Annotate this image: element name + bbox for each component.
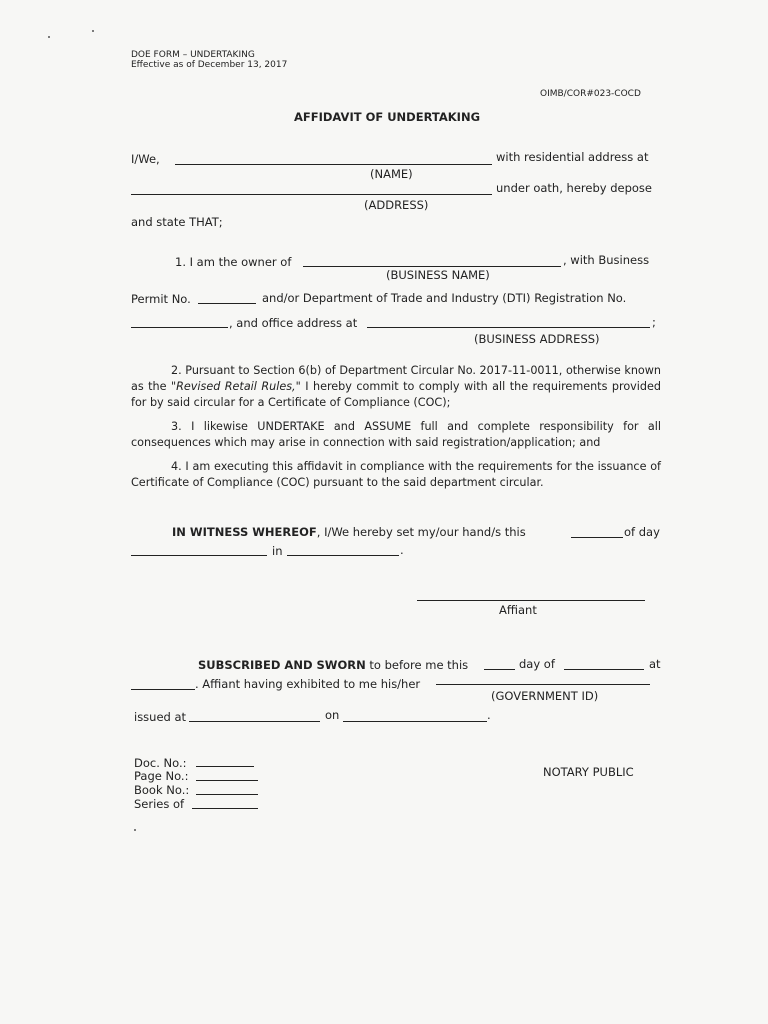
address-blank[interactable]	[131, 194, 492, 195]
paragraph-4	[131, 459, 661, 491]
series-of-blank[interactable]	[192, 808, 258, 809]
scan-speck	[92, 30, 94, 32]
book-no-blank[interactable]	[196, 794, 258, 795]
government-id-caption: (GOVERNMENT ID)	[491, 689, 599, 703]
to-before-text: to before me this	[369, 658, 469, 672]
residential-address-text: with residential address at	[496, 150, 649, 164]
business-name-caption: (BUSINESS NAME)	[386, 268, 490, 282]
witness-period: .	[400, 543, 404, 557]
semicolon: ;	[652, 315, 656, 329]
sworn-place-blank[interactable]	[131, 689, 195, 690]
of-day-text: of day	[624, 525, 660, 539]
notary-public-label: NOTARY PUBLIC	[543, 765, 634, 779]
business-name-blank[interactable]	[303, 266, 561, 267]
name-caption: (NAME)	[370, 167, 413, 181]
dti-no-blank[interactable]	[131, 327, 228, 328]
owner-text: 1. I am the owner of	[175, 255, 292, 269]
paragraph-2-text-b: I hereby commit to comply with all the requirements provided for by said circular for a Certificate of Compliance (COC);	[131, 380, 661, 409]
business-address-blank[interactable]	[367, 327, 650, 328]
and-state-text: and state THAT;	[131, 215, 223, 229]
at-text: at	[649, 657, 661, 671]
page-no-blank[interactable]	[196, 780, 258, 781]
address-caption: (ADDRESS)	[364, 198, 429, 212]
permit-no-blank[interactable]	[198, 303, 256, 304]
witness-day-blank[interactable]	[571, 537, 623, 538]
form-code-line: DOE FORM – UNDERTAKING	[131, 50, 255, 60]
dti-registration-text: and/or Department of Trade and Industry (DTI) Registration No.	[262, 291, 627, 305]
witness-line	[172, 525, 526, 539]
under-oath-text: under oath, hereby depose	[496, 181, 652, 195]
subscribed-bold: SUBSCRIBED AND SWORN	[198, 658, 366, 672]
office-address-text: , and office address at	[229, 316, 358, 330]
with-business-text: , with Business	[563, 253, 650, 267]
name-blank[interactable]	[175, 164, 492, 165]
issued-at-blank[interactable]	[189, 721, 320, 722]
paragraph-2-italic: "Revised Retail Rules,"	[170, 380, 301, 393]
issued-on-blank[interactable]	[343, 721, 487, 722]
on-label: on	[325, 708, 340, 722]
scan-speck	[48, 36, 50, 38]
document-title: AFFIDAVIT OF UNDERTAKING	[294, 110, 481, 124]
government-id-blank[interactable]	[436, 684, 650, 685]
witness-place-blank[interactable]	[287, 555, 399, 556]
paragraph-4-text: 4. I am executing this affidavit in compliance with the requirements for the issuance of Certificate of Compliance (COC) pursuant to the said department circular.	[131, 460, 661, 489]
paragraph-3-text: 3. I likewise UNDERTAKE and ASSUME full and complete responsibility for all consequences which may arise in connection with said registration/application; and	[131, 420, 661, 449]
paragraph-3	[131, 419, 661, 451]
sworn-month-blank[interactable]	[564, 669, 644, 670]
business-address-caption: (BUSINESS ADDRESS)	[474, 332, 600, 346]
affiant-signature-line[interactable]	[417, 600, 645, 601]
paragraph-2-text-a: 2. Pursuant to Section 6(b) of Department Circular No. 2017-11-0011, otherwise known as the	[131, 364, 661, 393]
reference-code: OIMB/COR#023-COCD	[540, 89, 641, 99]
affiant-label: Affiant	[499, 603, 537, 617]
scan-speck	[134, 829, 136, 831]
day-of-text: day of	[519, 657, 555, 671]
doc-no-blank[interactable]	[196, 766, 254, 767]
series-of-label: Series of	[134, 797, 185, 811]
doc-no-label: Doc. No.:	[134, 756, 187, 770]
effective-date-line: Effective as of December 13, 2017	[131, 60, 288, 70]
iwe-label: I/We,	[131, 152, 160, 166]
witness-rest: , I/We hereby set my/our hand/s this	[316, 525, 526, 539]
book-no-label: Book No.:	[134, 783, 190, 797]
sworn-day-blank[interactable]	[484, 669, 515, 670]
witness-month-blank[interactable]	[131, 555, 267, 556]
permit-no-label: Permit No.	[131, 292, 191, 306]
subscribed-line	[198, 658, 468, 672]
issued-period: .	[487, 708, 491, 722]
issued-at-label: issued at	[134, 710, 187, 724]
affiant-exhibited-text: . Affiant having exhibited to me his/her	[195, 677, 421, 691]
paragraph-2	[131, 363, 661, 411]
page-no-label: Page No.:	[134, 769, 189, 783]
witness-bold: IN WITNESS WHEREOF	[172, 525, 317, 539]
in-text: in	[272, 544, 283, 558]
